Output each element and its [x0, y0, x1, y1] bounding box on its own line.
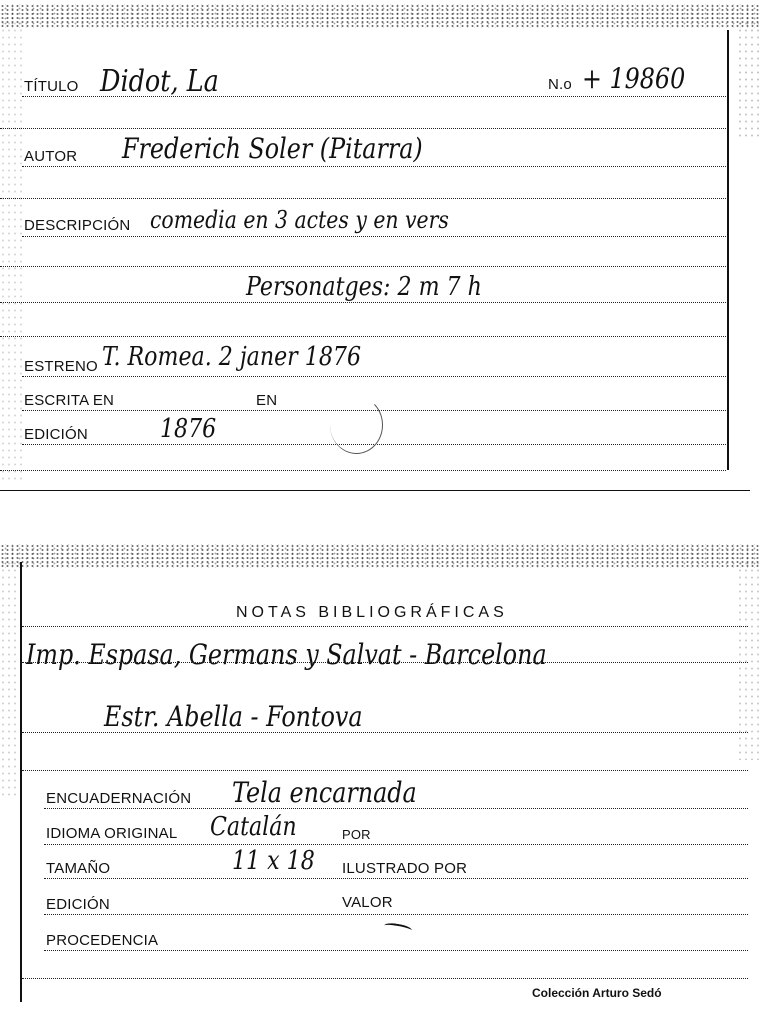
scan-noise-left [0, 560, 22, 800]
por-label: POR [342, 827, 371, 842]
numero-value: + 19860 [582, 62, 686, 95]
en-label: EN [256, 392, 278, 409]
rule-7 [0, 302, 726, 303]
card-bottom-edge [0, 490, 750, 491]
edicion-value: 1876 [160, 414, 217, 444]
personajes-value: Personatges: 2 m 7 h [246, 272, 482, 302]
note-line-1: Imp. Espasa, Germans y Salvat - Barcelona [26, 638, 547, 671]
rule-1 [22, 96, 726, 97]
rule-5 [44, 808, 748, 809]
ilustrado-label: ILUSTRADO POR [342, 860, 468, 877]
titulo-label: TÍTULO [24, 78, 79, 95]
ink-mark [384, 922, 413, 935]
encuadernacion-label: ENCUADERNACIÓN [46, 790, 192, 807]
rule-3 [22, 166, 726, 167]
rule-6 [44, 844, 748, 845]
idioma-label: IDIOMA ORIGINAL [46, 825, 178, 842]
tamano-label: TAMAÑO [46, 860, 111, 877]
rule-1 [22, 626, 748, 627]
catalog-card-back [0, 540, 759, 1028]
edicion-label: EDICIÓN [46, 896, 110, 913]
procedencia-label: PROCEDENCIA [46, 932, 159, 949]
rule-6 [0, 266, 726, 267]
encuadernacion-value: Tela encarnada [232, 776, 417, 809]
rule-2 [0, 128, 726, 129]
idioma-value: Catalán [210, 812, 297, 842]
edicion-label: EDICIÓN [24, 426, 88, 443]
scan-noise-left [0, 20, 22, 480]
scan-noise-top [0, 4, 759, 28]
rule-8 [0, 336, 726, 337]
notas-heading: NOTAS BIBLIOGRÁFICAS [236, 604, 508, 621]
rule-12 [0, 470, 726, 471]
valor-label: VALOR [342, 894, 393, 911]
titulo-value: Didot, La [100, 64, 219, 99]
card-right-border [727, 30, 729, 470]
rule-4 [0, 198, 726, 199]
collection-credit: Colección Arturo Sedó [532, 986, 662, 1000]
rule-5 [22, 236, 726, 237]
rule-2 [22, 662, 748, 663]
scan-noise-top [0, 544, 759, 568]
rule-9 [44, 950, 748, 951]
rule-9 [22, 376, 726, 377]
estreno-value: T. Romea. 2 janer 1876 [102, 342, 362, 372]
rule-3 [22, 732, 748, 733]
numero-label: N.o [548, 76, 572, 93]
catalog-card-front [0, 0, 759, 492]
scan-noise-right [737, 20, 759, 140]
rule-10 [22, 978, 748, 979]
card-left-border [20, 562, 22, 1002]
rule-4 [22, 770, 748, 771]
descripcion-label: DESCRIPCIÓN [24, 217, 131, 234]
tamano-value: 11 x 18 [232, 846, 315, 876]
autor-value: Frederich Soler (Pitarra) [122, 132, 423, 165]
note-line-2: Estr. Abella - Fontova [104, 700, 363, 733]
autor-label: AUTOR [24, 148, 78, 165]
escrita-label: ESCRITA EN [24, 392, 115, 409]
scan-noise-right [737, 560, 759, 760]
estreno-label: ESTRENO [24, 358, 98, 375]
faint-stamp-mark [330, 396, 383, 454]
rule-7 [44, 878, 748, 879]
rule-8 [44, 914, 748, 915]
descripcion-value: comedia en 3 actes y en vers [150, 206, 449, 234]
